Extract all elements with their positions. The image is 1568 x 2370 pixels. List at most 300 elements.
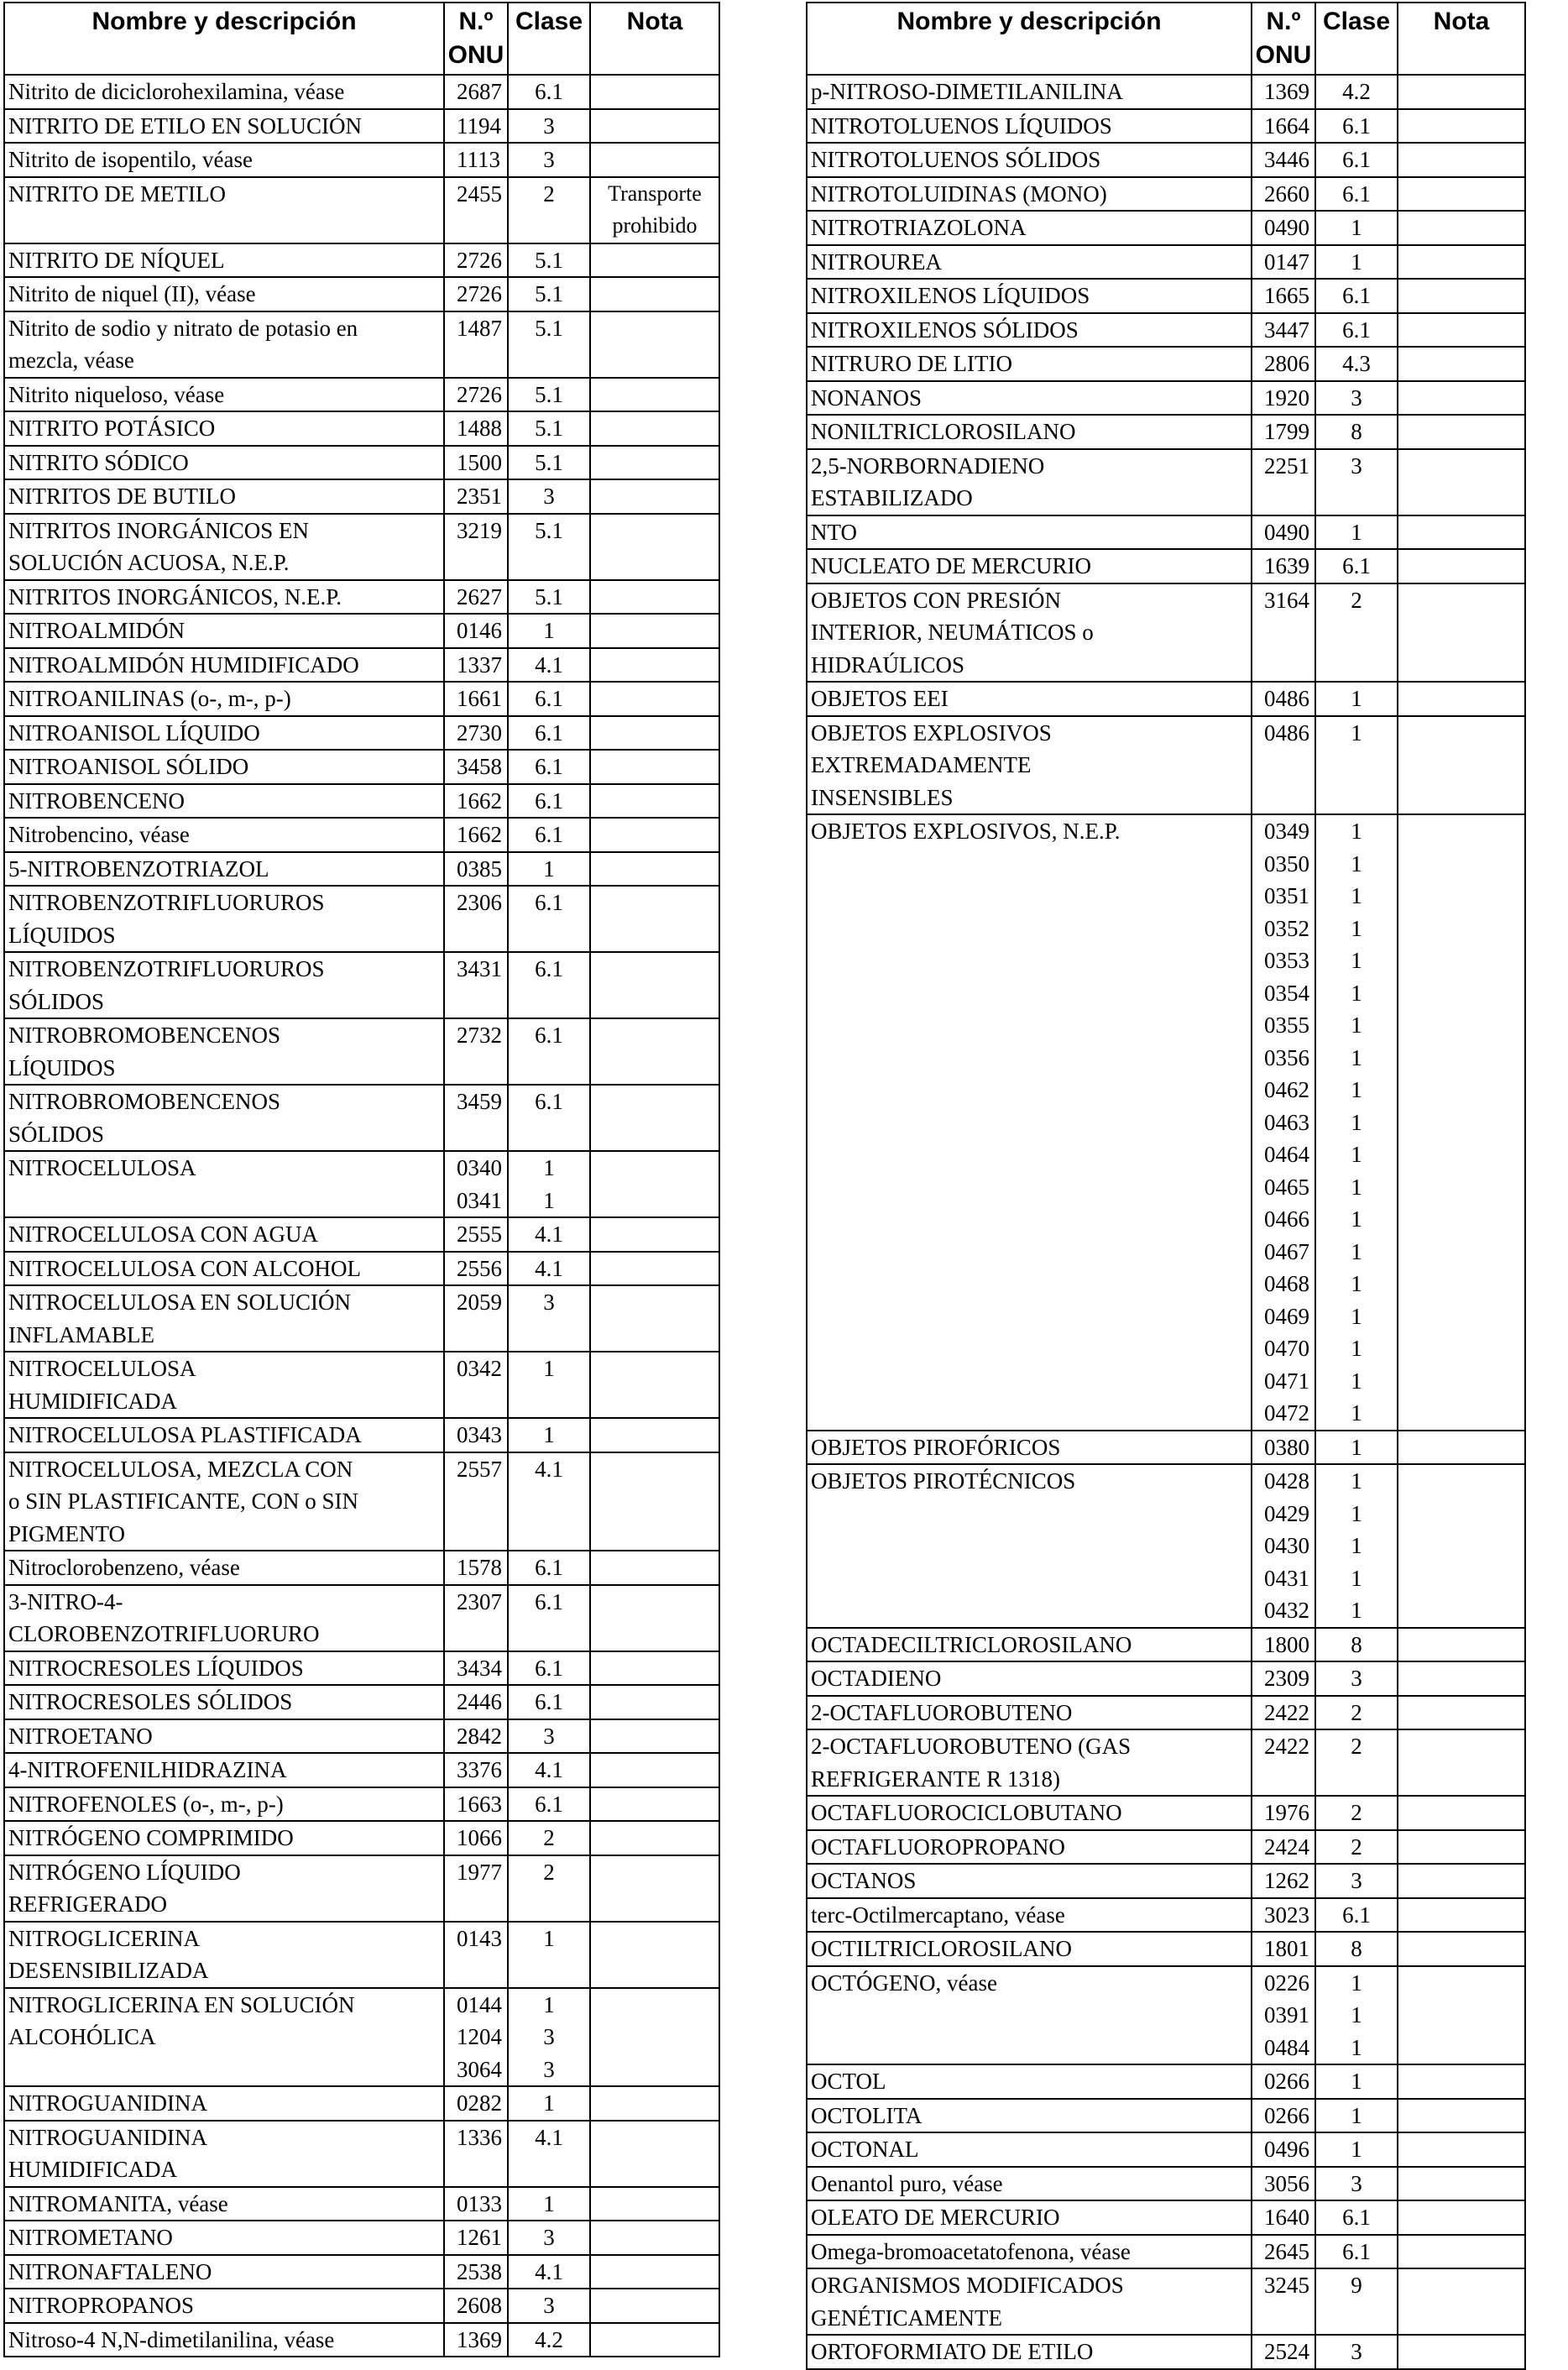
cell-class: 1 bbox=[1315, 211, 1398, 245]
header-un-number: N.º ONU bbox=[1252, 3, 1315, 75]
cell-class: 6.1 bbox=[1315, 2235, 1398, 2269]
cell-un-number: 0385 bbox=[444, 852, 508, 887]
cell-class: 1 bbox=[1315, 1431, 1398, 1465]
table-row bbox=[4, 514, 719, 580]
right-header-row bbox=[807, 3, 1525, 75]
cell-note bbox=[590, 479, 719, 514]
cell-un-number: 0144 1204 3064 bbox=[444, 1988, 508, 2087]
cell-un-number: 1369 bbox=[444, 2323, 508, 2357]
cell-un-number: 0428 0429 0430 0431 0432 bbox=[1252, 1464, 1315, 1628]
cell-note bbox=[1398, 381, 1525, 416]
table-row bbox=[4, 177, 719, 243]
cell-name: NITROANISOL SÓLIDO bbox=[4, 750, 444, 784]
cell-class: 1 bbox=[508, 2086, 590, 2121]
table-row bbox=[807, 682, 1525, 716]
cell-class: 6.1 bbox=[508, 1787, 590, 1822]
cell-un-number: 2455 bbox=[444, 177, 508, 243]
cell-un-number: 1369 bbox=[1252, 75, 1315, 109]
cell-class: 1 bbox=[1315, 2099, 1398, 2133]
cell-class: 4.1 bbox=[508, 2121, 590, 2187]
cell-un-number: 1194 bbox=[444, 109, 508, 144]
table-row bbox=[4, 2323, 719, 2357]
cell-note bbox=[590, 818, 719, 852]
cell-class: 8 bbox=[1315, 1932, 1398, 1966]
table-row bbox=[4, 1085, 719, 1151]
cell-note bbox=[590, 75, 719, 109]
cell-note bbox=[1398, 515, 1525, 550]
cell-name: NITROGLICERINA DESENSIBILIZADA bbox=[4, 1922, 444, 1988]
cell-name: NITROTOLUENOS SÓLIDOS bbox=[807, 143, 1252, 177]
cell-un-number: 1661 bbox=[444, 682, 508, 716]
cell-class: 5.1 bbox=[508, 378, 590, 412]
cell-class: 2 bbox=[1315, 1830, 1398, 1865]
table-row bbox=[807, 2235, 1525, 2269]
table-row bbox=[807, 2099, 1525, 2133]
cell-name: terc-Octilmercaptano, véase bbox=[807, 1898, 1252, 1933]
cell-note bbox=[590, 1585, 719, 1651]
table-row bbox=[807, 245, 1525, 280]
cell-note bbox=[590, 1151, 719, 1217]
table-row bbox=[807, 716, 1525, 815]
table-row bbox=[4, 143, 719, 177]
cell-note bbox=[1398, 1628, 1525, 1662]
cell-un-number: 2645 bbox=[1252, 2235, 1315, 2269]
cell-name: NITROCELULOSA CON AGUA bbox=[4, 1217, 444, 1252]
cell-note bbox=[1398, 2132, 1525, 2167]
cell-class: 8 bbox=[1315, 415, 1398, 449]
cell-class: 6.1 bbox=[508, 750, 590, 784]
cell-class: 1 bbox=[1315, 515, 1398, 550]
cell-un-number: 0486 bbox=[1252, 716, 1315, 815]
table-row bbox=[4, 648, 719, 683]
cell-un-number: 3056 bbox=[1252, 2167, 1315, 2201]
cell-note bbox=[590, 277, 719, 311]
cell-un-number: 1800 bbox=[1252, 1628, 1315, 1662]
cell-class: 5.1 bbox=[508, 311, 590, 378]
cell-note bbox=[1398, 1729, 1525, 1796]
cell-un-number: 1336 bbox=[444, 2121, 508, 2187]
cell-class: 6.1 bbox=[508, 1085, 590, 1151]
table-row bbox=[807, 1932, 1525, 1966]
cell-note bbox=[590, 514, 719, 580]
cell-name: NITRÓGENO COMPRIMIDO bbox=[4, 1821, 444, 1855]
cell-un-number: 1262 bbox=[1252, 1864, 1315, 1898]
cell-un-number: 1113 bbox=[444, 143, 508, 177]
cell-un-number: 1663 bbox=[444, 1787, 508, 1822]
cell-name: NITROCELULOSA EN SOLUCIÓN INFLAMABLE bbox=[4, 1285, 444, 1352]
cell-un-number: 2660 bbox=[1252, 177, 1315, 212]
header-class: Clase bbox=[508, 3, 590, 75]
cell-note bbox=[590, 2255, 719, 2289]
cell-class: 1 1 1 bbox=[1315, 1966, 1398, 2065]
table-row bbox=[807, 143, 1525, 177]
cell-un-number: 2059 bbox=[444, 1285, 508, 1352]
table-row bbox=[807, 415, 1525, 449]
cell-un-number: 0146 bbox=[444, 614, 508, 648]
cell-note bbox=[1398, 279, 1525, 313]
cell-name: Nitrito niqueloso, véase bbox=[4, 378, 444, 412]
cell-name: ORTOFORMIATO DE ETILO bbox=[807, 2335, 1252, 2369]
cell-class: 2 bbox=[1315, 583, 1398, 683]
cell-name: NITROMANITA, véase bbox=[4, 2187, 444, 2221]
cell-note bbox=[590, 682, 719, 716]
cell-un-number: 3164 bbox=[1252, 583, 1315, 683]
cell-note bbox=[1398, 1431, 1525, 1465]
cell-name: NITRÓGENO LÍQUIDO REFRIGERADO bbox=[4, 1855, 444, 1922]
cell-un-number: 0266 bbox=[1252, 2099, 1315, 2133]
cell-name: OLEATO DE MERCURIO bbox=[807, 2200, 1252, 2235]
cell-un-number: 2351 bbox=[444, 479, 508, 514]
cell-note bbox=[590, 1452, 719, 1551]
header-class: Clase bbox=[1315, 3, 1398, 75]
cell-name: NITRITO POTÁSICO bbox=[4, 411, 444, 446]
table-row bbox=[4, 479, 719, 514]
table-row bbox=[807, 583, 1525, 683]
cell-un-number: 3431 bbox=[444, 952, 508, 1018]
cell-name: NITROTOLUENOS LÍQUIDOS bbox=[807, 109, 1252, 144]
cell-class: 4.2 bbox=[508, 2323, 590, 2357]
table-row bbox=[4, 243, 719, 278]
cell-un-number: 1799 bbox=[1252, 415, 1315, 449]
cell-class: 4.3 bbox=[1315, 347, 1398, 381]
cell-name: NITROGUANIDINA HUMIDIFICADA bbox=[4, 2121, 444, 2187]
cell-un-number: 1500 bbox=[444, 446, 508, 480]
cell-name: Omega-bromoacetatofenona, véase bbox=[807, 2235, 1252, 2269]
cell-note bbox=[590, 1018, 719, 1085]
cell-note bbox=[1398, 211, 1525, 245]
cell-un-number: 0147 bbox=[1252, 245, 1315, 280]
cell-un-number: 2446 bbox=[444, 1685, 508, 1719]
table-row bbox=[807, 1729, 1525, 1796]
table-row bbox=[4, 1418, 719, 1452]
cell-note bbox=[1398, 1898, 1525, 1933]
cell-name: OCTOL bbox=[807, 2064, 1252, 2099]
cell-name: NITROBENZOTRIFLUORUROS SÓLIDOS bbox=[4, 952, 444, 1018]
table-row bbox=[807, 2268, 1525, 2335]
cell-note bbox=[590, 2221, 719, 2255]
cell-un-number: 3459 bbox=[444, 1085, 508, 1151]
cell-note bbox=[590, 1217, 719, 1252]
table-row bbox=[4, 818, 719, 852]
cell-un-number: 2422 bbox=[1252, 1696, 1315, 1730]
table-row bbox=[4, 109, 719, 144]
cell-name: ORGANISMOS MODIFICADOS GENÉTICAMENTE bbox=[807, 2268, 1252, 2335]
cell-class: 1 bbox=[1315, 716, 1398, 815]
table-row bbox=[807, 1864, 1525, 1898]
cell-un-number: 0380 bbox=[1252, 1431, 1315, 1465]
cell-name: 2-OCTAFLUOROBUTENO bbox=[807, 1696, 1252, 1730]
table-row bbox=[4, 750, 719, 784]
cell-name: NITROGUANIDINA bbox=[4, 2086, 444, 2121]
cell-note bbox=[590, 1252, 719, 1286]
cell-class: 4.2 bbox=[1315, 75, 1398, 109]
cell-un-number: 2309 bbox=[1252, 1661, 1315, 1696]
cell-class: 6.1 bbox=[1315, 143, 1398, 177]
cell-class: 6.1 bbox=[508, 75, 590, 109]
cell-name: NITRITOS DE BUTILO bbox=[4, 479, 444, 514]
cell-un-number: 2524 bbox=[1252, 2335, 1315, 2369]
cell-note bbox=[590, 886, 719, 952]
cell-name: OBJETOS PIROFÓRICOS bbox=[807, 1431, 1252, 1465]
table-row bbox=[4, 716, 719, 751]
cell-note bbox=[1398, 2099, 1525, 2133]
cell-class: 4.1 bbox=[508, 1217, 590, 1252]
cell-note bbox=[590, 614, 719, 648]
header-name: Nombre y descripción bbox=[4, 3, 444, 75]
cell-name: NITROTOLUIDINAS (MONO) bbox=[807, 177, 1252, 212]
table-row bbox=[807, 1431, 1525, 1465]
cell-un-number: 2538 bbox=[444, 2255, 508, 2289]
cell-class: 1 bbox=[508, 1418, 590, 1452]
table-row bbox=[4, 1252, 719, 1286]
cell-class: 3 bbox=[1315, 2335, 1398, 2369]
cell-class: 4.1 bbox=[508, 1753, 590, 1787]
cell-class: 6.1 bbox=[508, 784, 590, 819]
cell-name: NITRITO DE ETILO EN SOLUCIÓN bbox=[4, 109, 444, 144]
cell-note bbox=[590, 716, 719, 751]
cell-note bbox=[590, 446, 719, 480]
cell-class: 2 bbox=[1315, 1729, 1398, 1796]
cell-un-number: 0343 bbox=[444, 1418, 508, 1452]
cell-class: 6.1 bbox=[1315, 313, 1398, 348]
cell-note bbox=[590, 2086, 719, 2121]
cell-un-number: 2556 bbox=[444, 1252, 508, 1286]
cell-name: OBJETOS PIROTÉCNICOS bbox=[807, 1464, 1252, 1628]
cell-note bbox=[1398, 1696, 1525, 1730]
cell-class: 4.1 bbox=[508, 1452, 590, 1551]
cell-note bbox=[1398, 347, 1525, 381]
cell-name: OCTANOS bbox=[807, 1864, 1252, 1898]
cell-class: 1 1 bbox=[508, 1151, 590, 1217]
cell-name: NITROXILENOS SÓLIDOS bbox=[807, 313, 1252, 348]
cell-un-number: 2726 bbox=[444, 277, 508, 311]
cell-name: NONANOS bbox=[807, 381, 1252, 416]
cell-name: NITRITOS INORGÁNICOS EN SOLUCIÓN ACUOSA, N.E.P. bbox=[4, 514, 444, 580]
cell-un-number: 1665 bbox=[1252, 279, 1315, 313]
table-row bbox=[4, 311, 719, 378]
cell-class: 3 bbox=[1315, 381, 1398, 416]
cell-un-number: 0133 bbox=[444, 2187, 508, 2221]
table-row bbox=[807, 2200, 1525, 2235]
cell-class: 5.1 bbox=[508, 580, 590, 615]
cell-class: 6.1 bbox=[508, 952, 590, 1018]
cell-un-number: 1801 bbox=[1252, 1932, 1315, 1966]
table-row bbox=[4, 886, 719, 952]
table-row bbox=[4, 2121, 719, 2187]
left-table bbox=[3, 2, 720, 2357]
cell-class: 4.1 bbox=[508, 2255, 590, 2289]
cell-note bbox=[1398, 583, 1525, 683]
table-row bbox=[807, 177, 1525, 212]
cell-note bbox=[1398, 549, 1525, 583]
cell-class: 1 bbox=[1315, 245, 1398, 280]
cell-un-number: 1977 bbox=[444, 1855, 508, 1922]
cell-name: NITROUREA bbox=[807, 245, 1252, 280]
cell-un-number: 0226 0391 0484 bbox=[1252, 1966, 1315, 2065]
cell-class: 1 bbox=[1315, 2132, 1398, 2167]
cell-un-number: 2806 bbox=[1252, 347, 1315, 381]
cell-name: 3-NITRO-4- CLOROBENZOTRIFLUORURO bbox=[4, 1585, 444, 1651]
cell-class: 5.1 bbox=[508, 243, 590, 278]
cell-name: Nitrito de sodio y nitrato de potasio en mezcla, véase bbox=[4, 311, 444, 378]
cell-name: NITROCRESOLES LÍQUIDOS bbox=[4, 1651, 444, 1686]
table-row bbox=[807, 1830, 1525, 1865]
right-table-body bbox=[807, 75, 1525, 2369]
header-note: Nota bbox=[1398, 3, 1525, 75]
cell-name: NITRITO SÓDICO bbox=[4, 446, 444, 480]
cell-class: 3 bbox=[508, 143, 590, 177]
header-un-number: N.º ONU bbox=[444, 3, 508, 75]
table-row bbox=[807, 1628, 1525, 1662]
table-row bbox=[4, 378, 719, 412]
cell-un-number: 3446 bbox=[1252, 143, 1315, 177]
cell-name: Nitrito de diciclorohexilamina, véase bbox=[4, 75, 444, 109]
cell-name: OBJETOS EEI bbox=[807, 682, 1252, 716]
cell-note bbox=[590, 2289, 719, 2323]
cell-un-number: 3458 bbox=[444, 750, 508, 784]
cell-un-number: 0490 bbox=[1252, 515, 1315, 550]
cell-class: 6.1 bbox=[1315, 1898, 1398, 1933]
cell-name: Nitrito de isopentilo, véase bbox=[4, 143, 444, 177]
cell-note bbox=[1398, 1932, 1525, 1966]
cell-class: 3 bbox=[508, 1285, 590, 1352]
cell-name: NITROTRIAZOLONA bbox=[807, 211, 1252, 245]
table-row bbox=[807, 549, 1525, 583]
cell-note bbox=[1398, 1966, 1525, 2065]
cell-name: 2,5-NORBORNADIENO ESTABILIZADO bbox=[807, 449, 1252, 515]
cell-note bbox=[590, 2121, 719, 2187]
cell-un-number: 2424 bbox=[1252, 1830, 1315, 1865]
cell-note bbox=[590, 750, 719, 784]
table-row bbox=[4, 1352, 719, 1418]
cell-name: NITROCELULOSA, MEZCLA CON o SIN PLASTIFICANTE, CON o SIN PIGMENTO bbox=[4, 1452, 444, 1551]
cell-name: p-NITROSO-DIMETILANILINA bbox=[807, 75, 1252, 109]
table-row bbox=[807, 449, 1525, 515]
table-row bbox=[807, 515, 1525, 550]
cell-un-number: 1066 bbox=[444, 1821, 508, 1855]
cell-class: 6.1 bbox=[508, 886, 590, 952]
cell-un-number: 2732 bbox=[444, 1018, 508, 1085]
cell-un-number: 3376 bbox=[444, 1753, 508, 1787]
cell-un-number: 0282 bbox=[444, 2086, 508, 2121]
cell-note bbox=[1398, 2167, 1525, 2201]
table-row bbox=[4, 580, 719, 615]
cell-class: 6.1 bbox=[508, 1018, 590, 1085]
cell-note bbox=[590, 1285, 719, 1352]
cell-note bbox=[1398, 682, 1525, 716]
cell-un-number: 2307 bbox=[444, 1585, 508, 1651]
cell-name: NITROETANO bbox=[4, 1719, 444, 1754]
cell-note bbox=[1398, 2335, 1525, 2369]
cell-name: NITROCELULOSA PLASTIFICADA bbox=[4, 1418, 444, 1452]
cell-un-number: 3219 bbox=[444, 514, 508, 580]
table-row bbox=[4, 1855, 719, 1922]
cell-name: NTO bbox=[807, 515, 1252, 550]
cell-class: 6.1 bbox=[1315, 109, 1398, 144]
cell-note bbox=[1398, 2200, 1525, 2235]
cell-note bbox=[1398, 313, 1525, 348]
table-row bbox=[4, 1452, 719, 1551]
table-row bbox=[4, 784, 719, 819]
table-row bbox=[807, 279, 1525, 313]
cell-un-number: 1337 bbox=[444, 648, 508, 683]
table-row bbox=[4, 1585, 719, 1651]
table-row bbox=[4, 75, 719, 109]
cell-name: NITRURO DE LITIO bbox=[807, 347, 1252, 381]
cell-name: NITROCRESOLES SÓLIDOS bbox=[4, 1685, 444, 1719]
cell-class: 2 bbox=[1315, 1696, 1398, 1730]
cell-note bbox=[1398, 177, 1525, 212]
cell-un-number: 0496 bbox=[1252, 2132, 1315, 2167]
cell-class: 1 bbox=[508, 2187, 590, 2221]
table-row bbox=[4, 2221, 719, 2255]
cell-note bbox=[590, 648, 719, 683]
cell-note bbox=[1398, 2235, 1525, 2269]
header-name: Nombre y descripción bbox=[807, 3, 1252, 75]
cell-note bbox=[590, 378, 719, 412]
cell-note bbox=[590, 1551, 719, 1585]
cell-name: OCTILTRICLOROSILANO bbox=[807, 1932, 1252, 1966]
cell-note bbox=[1398, 1464, 1525, 1628]
cell-note bbox=[1398, 1864, 1525, 1898]
cell-note bbox=[1398, 109, 1525, 144]
cell-name: 2-OCTAFLUOROBUTENO (GAS REFRIGERANTE R 1318) bbox=[807, 1729, 1252, 1796]
cell-name: NITROCELULOSA bbox=[4, 1151, 444, 1217]
cell-note bbox=[590, 1651, 719, 1686]
cell-name: OCTAFLUOROCICLOBUTANO bbox=[807, 1796, 1252, 1830]
cell-note bbox=[1398, 716, 1525, 815]
cell-un-number: 0266 bbox=[1252, 2064, 1315, 2099]
cell-name: 4-NITROFENILHIDRAZINA bbox=[4, 1753, 444, 1787]
cell-name: NITROANISOL LÍQUIDO bbox=[4, 716, 444, 751]
cell-name: OCTAFLUOROPROPANO bbox=[807, 1830, 1252, 1865]
cell-un-number: 1976 bbox=[1252, 1796, 1315, 1830]
cell-name: NITROANILINAS (o-, m-, p-) bbox=[4, 682, 444, 716]
table-row bbox=[4, 1719, 719, 1754]
cell-name: NITRITO DE NÍQUEL bbox=[4, 243, 444, 278]
cell-class: 2 bbox=[508, 177, 590, 243]
cell-class: 5.1 bbox=[508, 514, 590, 580]
cell-name: NITROBROMOBENCENOS LÍQUIDOS bbox=[4, 1018, 444, 1085]
cell-note bbox=[1398, 449, 1525, 515]
cell-un-number: 2555 bbox=[444, 1217, 508, 1252]
cell-name: NITROBROMOBENCENOS SÓLIDOS bbox=[4, 1085, 444, 1151]
cell-name: Oenantol puro, véase bbox=[807, 2167, 1252, 2201]
table-row bbox=[4, 1551, 719, 1585]
cell-name: OBJETOS EXPLOSIVOS, N.E.P. bbox=[807, 814, 1252, 1431]
cell-un-number: 0342 bbox=[444, 1352, 508, 1418]
cell-class: 5.1 bbox=[508, 446, 590, 480]
cell-un-number: 1662 bbox=[444, 818, 508, 852]
table-row bbox=[807, 814, 1525, 1431]
table-row bbox=[4, 1922, 719, 1988]
cell-name: OCTADECILTRICLOROSILANO bbox=[807, 1628, 1252, 1662]
cell-class: 3 bbox=[1315, 449, 1398, 515]
cell-note bbox=[1398, 143, 1525, 177]
cell-class: 3 bbox=[1315, 2167, 1398, 2201]
cell-name: Nitrito de niquel (II), véase bbox=[4, 277, 444, 311]
cell-un-number: 3447 bbox=[1252, 313, 1315, 348]
cell-note bbox=[590, 411, 719, 446]
table-row bbox=[4, 2255, 719, 2289]
cell-class: 5.1 bbox=[508, 411, 590, 446]
cell-name: Nitroclorobenzeno, véase bbox=[4, 1551, 444, 1585]
cell-note bbox=[590, 1922, 719, 1988]
cell-class: 1 bbox=[508, 1922, 590, 1988]
cell-class: 6.1 bbox=[508, 1651, 590, 1686]
right-table bbox=[806, 2, 1526, 2370]
cell-name: OCTOLITA bbox=[807, 2099, 1252, 2133]
